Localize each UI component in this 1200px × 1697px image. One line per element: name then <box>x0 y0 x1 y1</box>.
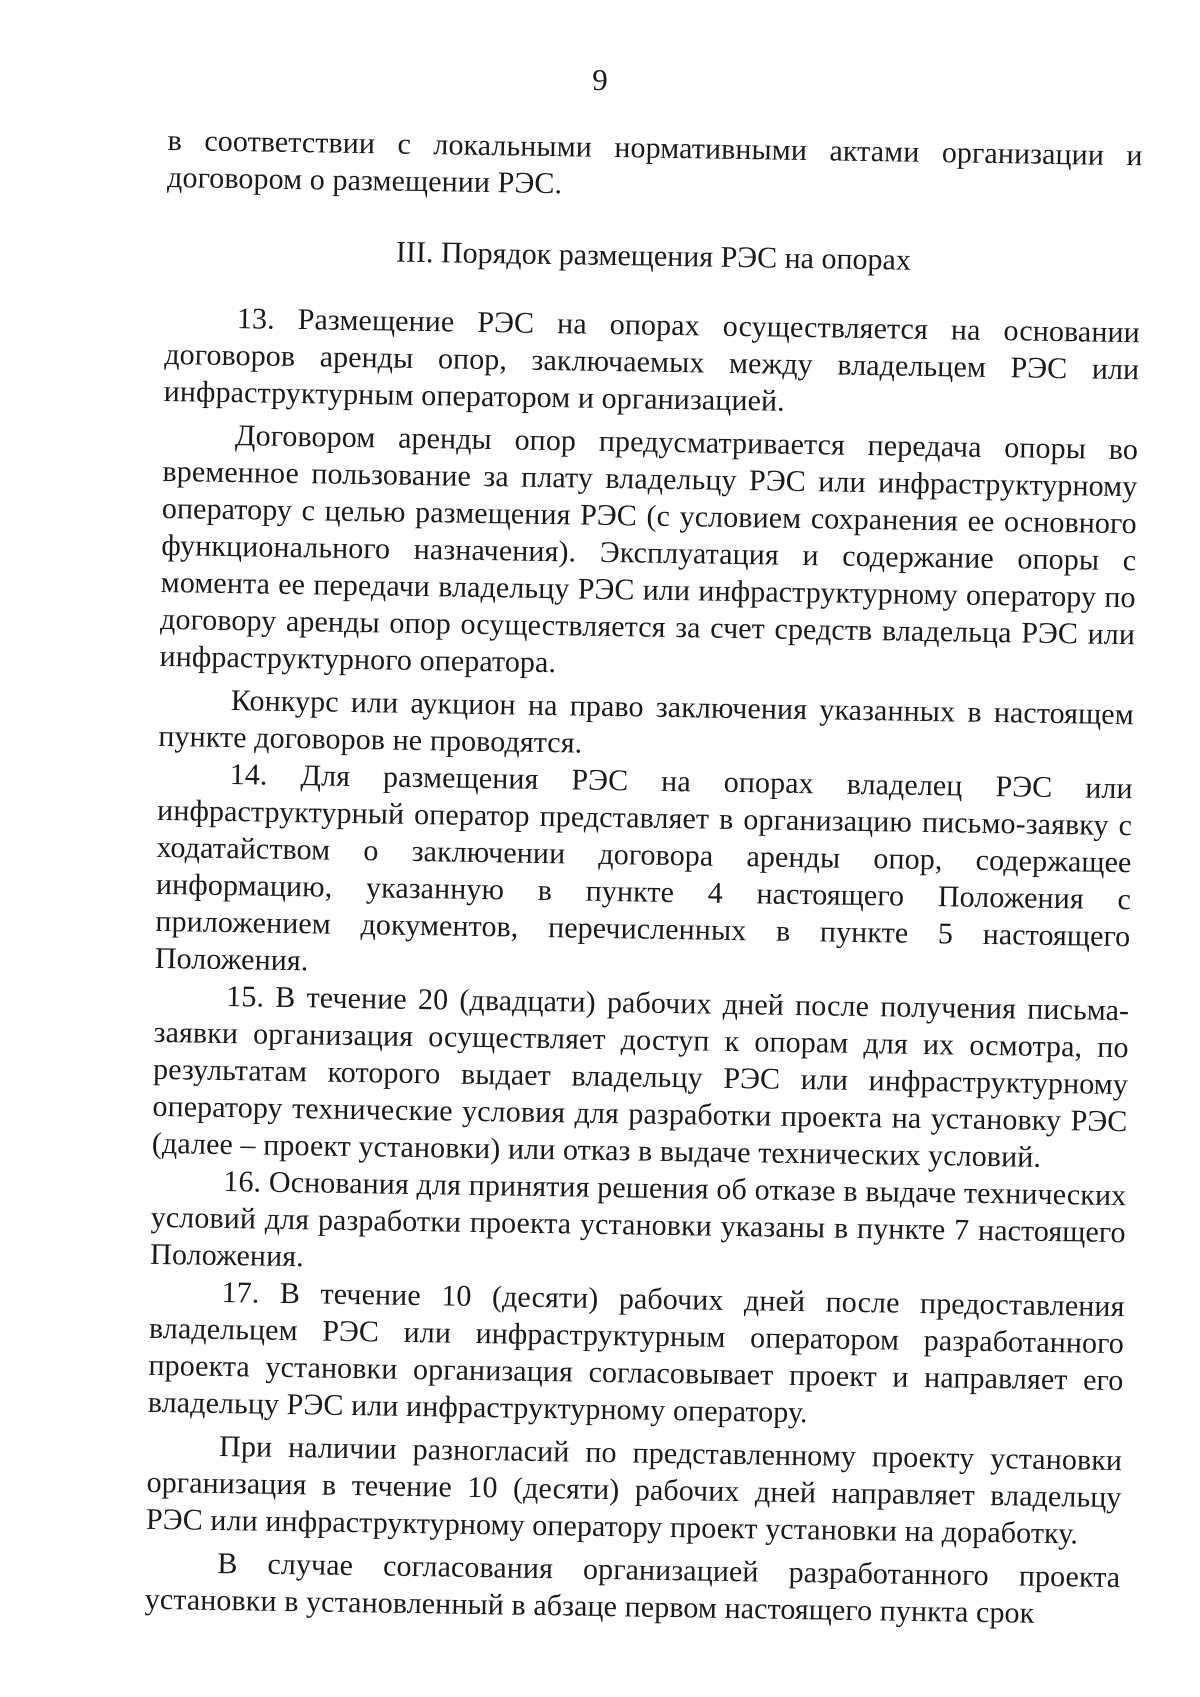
paragraph-13-no-tender: Конкурс или аукцион на право заключения указанных в настоящем пункте договоров не проводятся. <box>158 684 1135 760</box>
intro-paragraph: в соответствии с локальными нормативными актами организации и договором о размещении РЭС. <box>166 123 1143 201</box>
paragraph-17-approval: В случае согласования организацией разработанного проекта установки в установленный в абзаце первом настоящего пункта срок <box>144 1546 1121 1630</box>
paragraph-13: 13. Размещение РЭС на опорах осуществляется на основании договоров аренды опор, заключаемых между владельцем РЭС или инфраструктурным оператором и организацией. <box>163 302 1141 418</box>
paragraph-17: 17. В течение 10 (десяти) рабочих дней после предоставления владельцем РЭС или инфраструктурным оператором разработанного проекта установки организация согласовывает проект и направляет его владельцу РЭС или инфраструктурному оператору. <box>147 1275 1125 1430</box>
paragraph-15: 15. В течение 20 (двадцати) рабочих дней после получения письма-заявки организация осуществляет доступ к опорам для их осмотра, по результатам которого выдает владельцу РЭС или инфраструктурному оператору технические условия для разработки проекта на установку РЭС (далее – проект установки) или отказ в выдаче технических условий. <box>151 980 1130 1174</box>
document-body <box>145 122 1143 1633</box>
paragraph-14: 14. Для размещения РЭС на опорах владелец РЭС или инфраструктурный оператор представляет в организацию письмо-заявку с ходатайством о заключении договора аренды опор, содержащее информацию, указанную в пункте 4 настоящего Положения с приложением документов, перечисленных в пункте 5 настоящего Положения. <box>154 758 1133 978</box>
paragraph-13-lease-terms: Договором аренды опор предусматривается передача опоры во временное пользование за плату владельцу РЭС или инфраструктурному оператору с целью размещения РЭС (с условием сохранения ее основного функционального назначения). Эксплуатация и содержание опоры с момента ее передачи владельцу РЭС или инфраструктурному оператору по договору аренды опор осуществляется за счет средств владельца РЭС или инфраструктурного оператора. <box>159 419 1139 680</box>
paragraph-17-disagreement: При наличии разногласий по представленному проекту установки организация в течение 10 (десяти) рабочих дней направляет владельцу РЭС или инфраструктурному оператору проект установки на доработку. <box>145 1429 1123 1551</box>
section-heading: III. Порядок размещения РЭС на опорах <box>395 235 912 277</box>
page-number: 9 <box>592 62 608 97</box>
paragraph-16: 16. Основания для принятия решения об отказе в выдаче технических условий для разработки проекта установки указаны в пункте 7 настоящего Положения. <box>149 1165 1127 1274</box>
